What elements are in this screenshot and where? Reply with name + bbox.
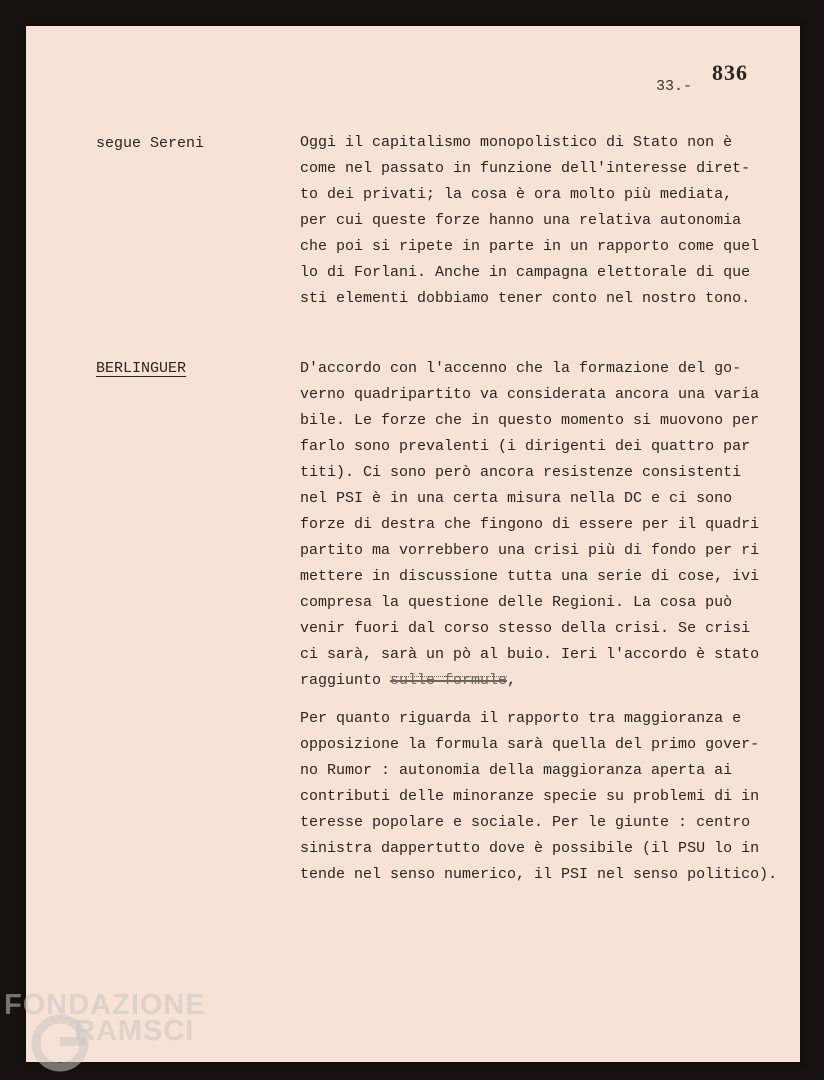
text-line: to dei privati; la cosa è ora molto più mediata, bbox=[300, 186, 733, 203]
document-page bbox=[26, 26, 800, 1062]
struck-text: sulle formule bbox=[390, 672, 508, 689]
watermark-line2: RAMSCI bbox=[74, 1015, 195, 1047]
text-line: partito ma vorrebbero una crisi più di fondo per ri bbox=[300, 542, 760, 559]
text-line: bile. Le forze che in questo momento si muovono per bbox=[300, 412, 760, 429]
text-line: no Rumor : autonomia della maggioranza aperta ai bbox=[300, 762, 733, 779]
text-line: , bbox=[507, 672, 517, 689]
text-line: opposizione la formula sarà quella del primo gover- bbox=[300, 736, 760, 753]
page-number: 836 bbox=[712, 60, 748, 85]
fondazione-gramsci-watermark bbox=[0, 985, 210, 1080]
text-line: titi). Ci sono però ancora resistenze consistenti bbox=[300, 464, 742, 481]
text-line: D'accordo con l'accenno che la formazione del go- bbox=[300, 360, 742, 377]
text-line: Per quanto riguarda il rapporto tra maggioranza e bbox=[300, 710, 742, 727]
text-line: mettere in discussione tutta una serie di cose, ivi bbox=[300, 568, 760, 585]
text-line: per cui queste forze hanno una relativa autonomia bbox=[300, 212, 742, 229]
text-line: lo di Forlani. Anche in campagna elettorale di que bbox=[300, 264, 751, 281]
text-line: teresse popolare e sociale. Per le giunte : centro bbox=[300, 814, 751, 831]
text-line: raggiunto bbox=[300, 672, 382, 689]
paragraph-berlinguer bbox=[300, 356, 800, 694]
text-line: sti elementi dobbiamo tener conto nel nostro tono. bbox=[300, 290, 751, 307]
text-line: come nel passato in funzione dell'interesse diret- bbox=[300, 160, 751, 177]
text-line: venir fuori dal corso stesso della crisi. Se crisi bbox=[300, 620, 751, 637]
text-line: contributi delle minoranze specie su problemi di in bbox=[300, 788, 760, 805]
text-line: tende nel senso numerico, il PSI nel senso politico). bbox=[300, 866, 778, 883]
paragraph-continuation bbox=[300, 706, 800, 888]
watermark-line1: FONDAZIONE bbox=[4, 989, 206, 1021]
text-line: verno quadripartito va considerata ancora una varia bbox=[300, 386, 760, 403]
sheet-number: 33.- bbox=[656, 78, 693, 95]
text-line: che poi si ripete in parte in un rapporto come quel bbox=[300, 238, 760, 255]
speaker-berlinguer: BERLINGUER bbox=[96, 360, 187, 377]
text-line: forze di destra che fingono di essere per il quadri bbox=[300, 516, 760, 533]
text-line: compresa la questione delle Regioni. La cosa può bbox=[300, 594, 733, 611]
speaker-sereni: segue Sereni bbox=[96, 135, 205, 152]
paragraph-sereni bbox=[300, 130, 800, 312]
text-line: Oggi il capitalismo monopolistico di Stato non è bbox=[300, 134, 733, 151]
text-line: sinistra dappertutto dove è possibile (il PSU lo in bbox=[300, 840, 760, 857]
text-line: ci sarà, sarà un pò al buio. Ieri l'accordo è stato bbox=[300, 646, 760, 663]
text-line: nel PSI è in una certa misura nella DC e ci sono bbox=[300, 490, 733, 507]
text-line: farlo sono prevalenti (i dirigenti dei quattro par bbox=[300, 438, 751, 455]
